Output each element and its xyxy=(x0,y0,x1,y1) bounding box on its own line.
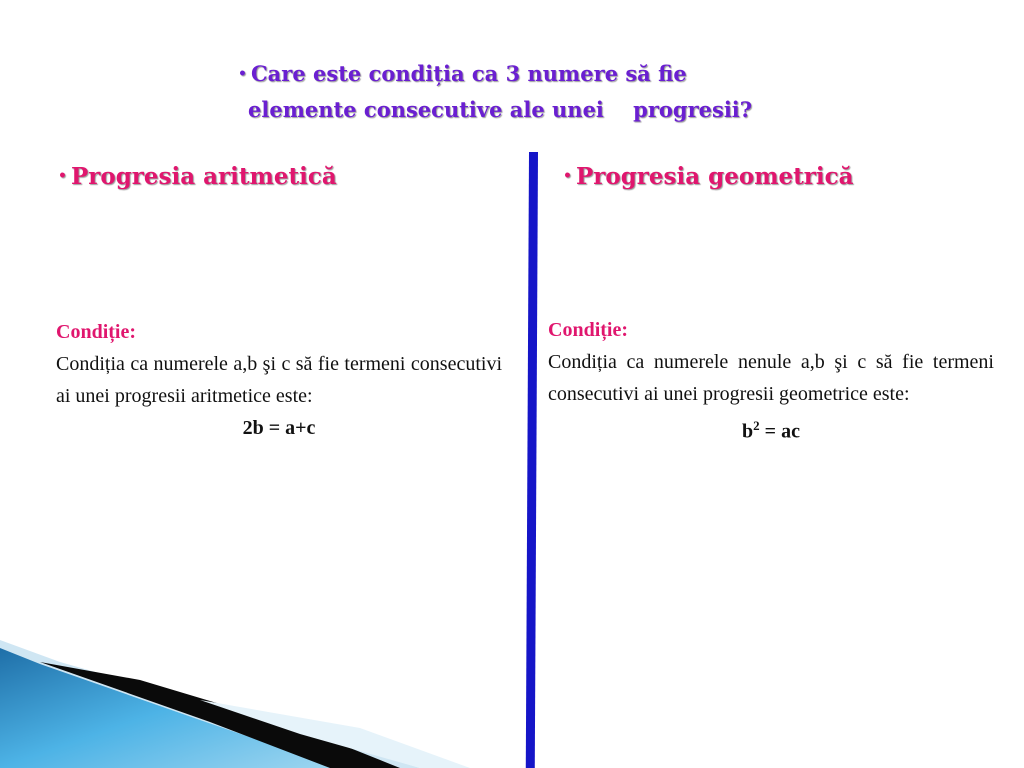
condition-formula xyxy=(548,410,994,448)
swoosh-pale-band xyxy=(200,700,470,768)
heading-arithmetic xyxy=(58,163,337,190)
title-line-1 xyxy=(238,56,878,92)
condition-text: Condiția ca numerele a,b şi c să fie termeni consecutivi ai unei progresii aritmetice este: xyxy=(56,353,502,407)
formula-rest: = ac xyxy=(759,420,800,443)
condition-formula: 2b = a+c xyxy=(242,417,316,439)
heading-arithmetic-text: Progresia aritmetică xyxy=(70,163,337,190)
condition-geometric xyxy=(548,314,994,448)
column-divider xyxy=(526,152,538,768)
bullet-icon: • xyxy=(563,168,572,184)
heading-geometric xyxy=(563,163,854,190)
condition-text: Condiția ca numerele nenule a,b şi c să fie termeni consecutivi ai unei progresii geometrice este: xyxy=(548,351,994,405)
swoosh-light-band xyxy=(0,640,420,768)
heading-geometric-text: Progresia geometrică xyxy=(575,163,854,190)
swoosh-blue-band xyxy=(0,648,340,768)
bullet-icon: • xyxy=(58,168,67,184)
condition-label: Condiție: xyxy=(56,321,136,343)
bullet-icon: • xyxy=(238,66,247,82)
condition-arithmetic xyxy=(56,316,502,444)
condition-label: Condiție: xyxy=(548,319,628,341)
formula-base: b xyxy=(742,420,754,443)
title-line-1-text: Care este condiția ca 3 numere să fie xyxy=(250,61,687,86)
slide-title xyxy=(238,56,878,128)
formula-exponent: 2 xyxy=(753,418,760,433)
swoosh-black-band xyxy=(40,662,400,768)
title-line-2: elemente consecutive ale unei progresii? xyxy=(248,97,753,122)
